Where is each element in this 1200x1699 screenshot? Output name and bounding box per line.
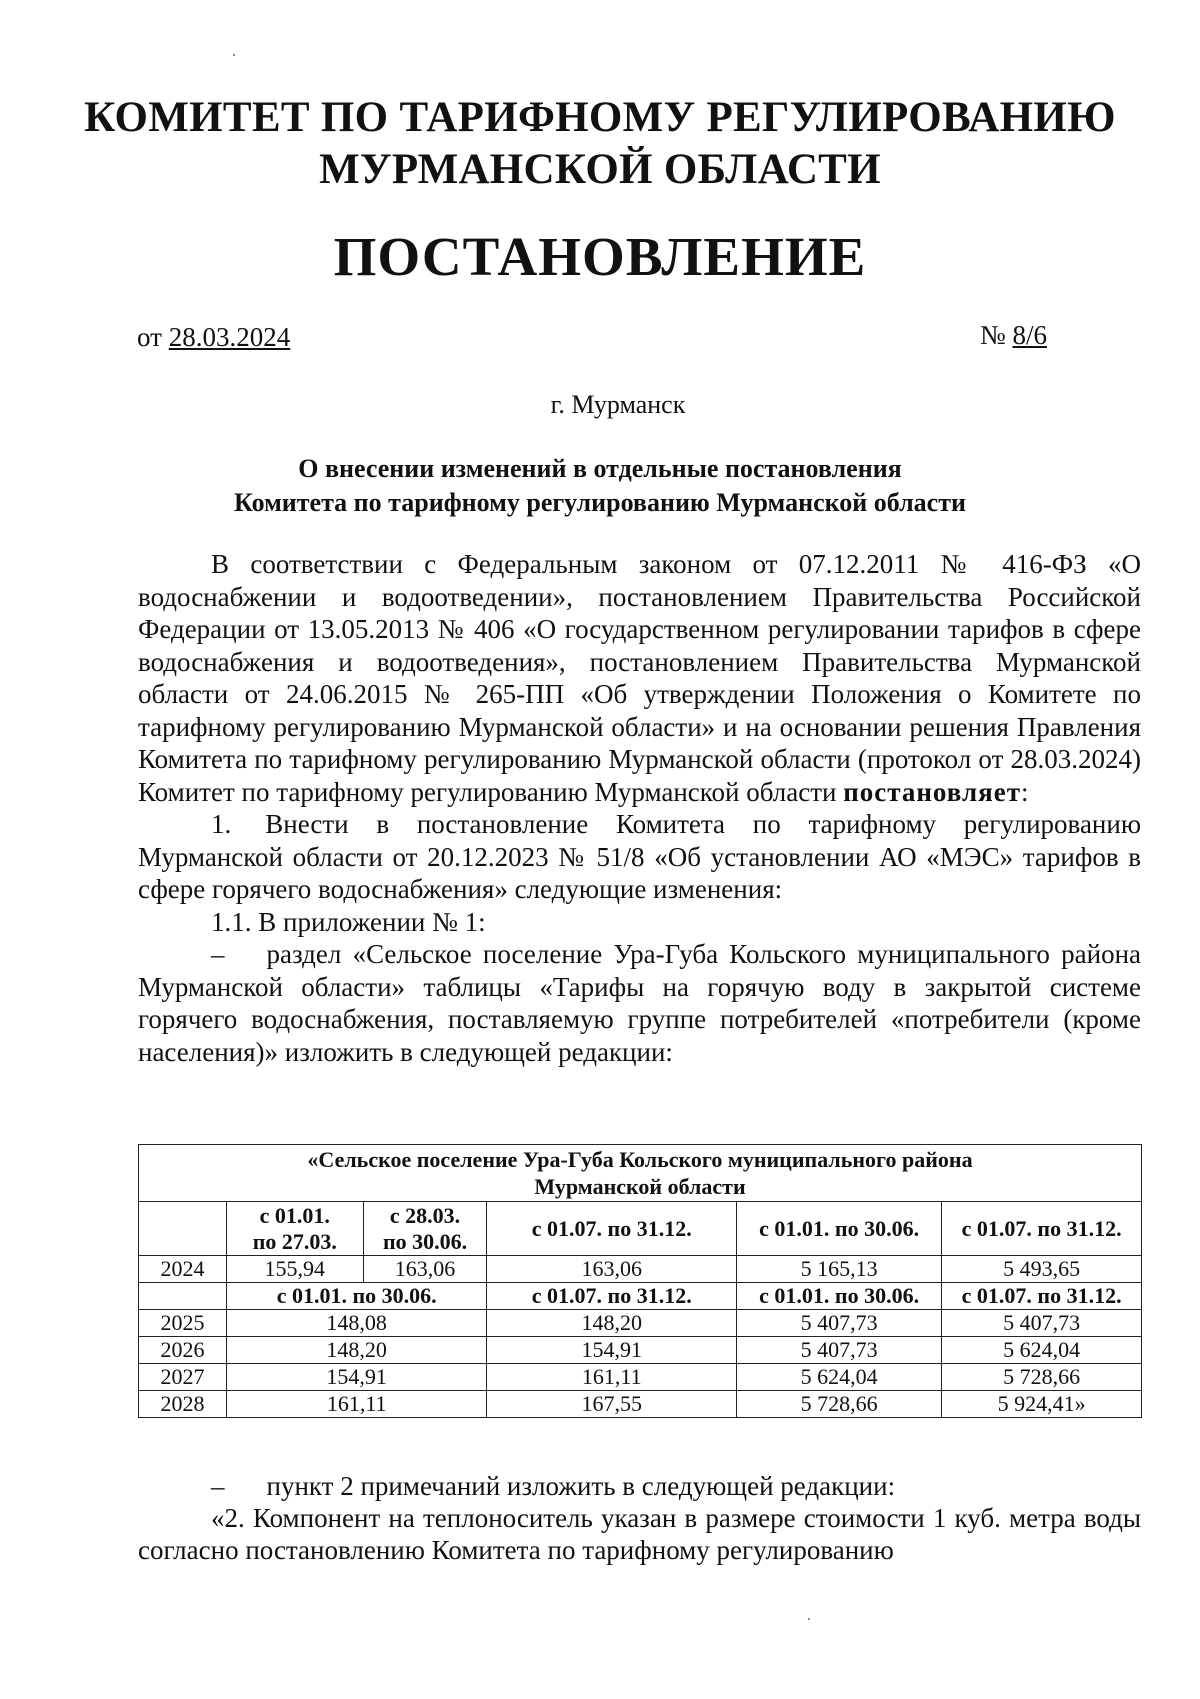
year-cell: 2025 xyxy=(139,1310,227,1337)
date-value: 28.03.2024 xyxy=(168,322,291,352)
table-row xyxy=(139,1256,1142,1283)
header-cell: с 01.07. по 31.12. xyxy=(487,1283,737,1310)
value-cell: 154,91 xyxy=(226,1364,487,1391)
item-1-text: Внести в постановление Комитета по тарифному регулированию Мурманской области от 20.12.2023 № 51/8 «Об установлении АО «МЭС» тарифов в сфере горячего водоснабжения» следующие изменения: xyxy=(138,809,1141,904)
year-cell: 2027 xyxy=(139,1364,227,1391)
header-cell-line: с 28.03. xyxy=(389,1202,461,1228)
value-cell: 148,20 xyxy=(226,1337,487,1364)
header-cell xyxy=(363,1202,487,1256)
value-cell: 163,06 xyxy=(363,1256,487,1283)
value-cell: 161,11 xyxy=(226,1391,487,1418)
table-title-line2: Мурманской области xyxy=(534,1174,746,1199)
table-row xyxy=(139,1391,1142,1418)
year-cell: 2024 xyxy=(139,1256,227,1283)
item-1-paragraph xyxy=(138,808,1141,906)
scan-speck xyxy=(233,54,235,56)
item-1-1-paragraph: 1.1. В приложении № 1: xyxy=(211,906,486,937)
header-cell: с 01.01. по 30.06. xyxy=(226,1283,487,1310)
value-cell: 5 624,04 xyxy=(737,1364,942,1391)
document-number xyxy=(980,320,1047,351)
value-cell: 155,94 xyxy=(226,1256,363,1283)
resolves-colon: : xyxy=(1020,776,1029,807)
value-cell: 5 624,04 xyxy=(942,1337,1142,1364)
value-cell: 5 407,73 xyxy=(737,1337,942,1364)
dash-item-1-text: раздел «Сельское поселение Ура-Губа Кольского муниципального района Мурманской области» таблицы «Тарифы на горячую воду в закрытой системе горячего водоснабжения, поставляемую группе потребителей «потребители (кроме населения)» изложить в следующей редакции: xyxy=(138,939,1141,1067)
value-cell: 163,06 xyxy=(487,1256,737,1283)
dash-item-1 xyxy=(138,938,1141,1068)
subject-line2: Комитета по тарифному регулированию Мурманской области xyxy=(234,488,966,517)
dash-item-2-text: пункт 2 примечаний изложить в следующей редакции: xyxy=(266,1471,896,1501)
table-header-row-2 xyxy=(139,1283,1142,1310)
value-cell: 167,55 xyxy=(487,1391,737,1418)
value-cell: 154,91 xyxy=(487,1337,737,1364)
year-cell: 2028 xyxy=(139,1391,227,1418)
tariff-table xyxy=(138,1144,1142,1418)
value-cell: 5 728,66 xyxy=(737,1391,942,1418)
organization-name-line1: КОМИТЕТ ПО ТАРИФНОМУ РЕГУЛИРОВАНИЮ xyxy=(84,94,1116,141)
date-prefix: от xyxy=(137,322,162,352)
document-type: ПОСТАНОВЛЕНИЕ xyxy=(333,226,867,287)
value-cell: 5 407,73 xyxy=(942,1310,1142,1337)
table-row xyxy=(139,1310,1142,1337)
resolves-word: постановляет xyxy=(843,776,1021,807)
value-cell: 5 493,65 xyxy=(942,1256,1142,1283)
header-cell-line: по 30.06. xyxy=(382,1228,468,1254)
value-cell: 148,20 xyxy=(487,1310,737,1337)
dash-marker-2: – xyxy=(211,1471,225,1501)
value-cell: 5 407,73 xyxy=(737,1310,942,1337)
organization-name-line2: МУРМАНСКОЙ ОБЛАСТИ xyxy=(319,146,881,193)
city: г. Мурманск xyxy=(550,390,686,419)
table-header-row-1 xyxy=(139,1202,1142,1256)
header-cell: с 01.07. по 31.12. xyxy=(487,1202,737,1256)
document-subject xyxy=(0,452,1200,520)
header-cell xyxy=(226,1202,363,1256)
scan-speck xyxy=(808,1618,810,1620)
value-cell: 148,08 xyxy=(226,1310,487,1337)
item-1-number: 1. xyxy=(211,809,232,839)
document-date xyxy=(137,322,290,353)
organization-name xyxy=(0,92,1200,196)
value-cell: 5 728,66 xyxy=(942,1364,1142,1391)
header-year-cell xyxy=(139,1202,227,1256)
header-year-cell xyxy=(139,1283,227,1310)
header-cell: с 01.07. по 31.12. xyxy=(942,1202,1142,1256)
dash-item-2 xyxy=(138,1470,1141,1502)
subject-line1: О внесении изменений в отдельные постановления xyxy=(298,454,902,483)
dash-marker-1: – xyxy=(211,939,225,969)
number-prefix: № xyxy=(979,320,1006,350)
table-title xyxy=(139,1145,1142,1202)
preamble-text: В соответствии с Федеральным законом от 07.12.2011 № 416-ФЗ «О водоснабжении и водоотведении», постановлением Правительства Российской Федерации от 13.05.2013 № 406 «О государственном регулировании тарифов в сфере водоснабжения и водоотведения», постановлением Правительства Мурманской области от 24.06.2015 № 265-ПП «Об утверждении Положения о Комитете по тарифному регулированию Мурманской области» и на основании решения Правления Комитета по тарифному регулированию Мурманской области (протокол от 28.03.2024) Комитет по тарифному регулированию Мурманской области xyxy=(138,549,1141,807)
year-cell: 2026 xyxy=(139,1337,227,1364)
table-title-line1: «Сельское поселение Ура-Губа Кольского муниципального района xyxy=(307,1147,973,1172)
table-row xyxy=(139,1337,1142,1364)
header-cell-line: по 27.03. xyxy=(252,1228,337,1254)
preamble-paragraph xyxy=(138,548,1141,808)
document-body xyxy=(138,548,1141,1068)
after-table-text xyxy=(138,1470,1141,1566)
note-2-paragraph: «2. Компонент на теплоноситель указан в размере стоимости 1 куб. метра воды согласно постановлению Комитета по тарифному регулированию xyxy=(138,1503,1141,1565)
header-cell: с 01.07. по 31.12. xyxy=(942,1283,1142,1310)
header-cell: с 01.01. по 30.06. xyxy=(737,1283,942,1310)
value-cell: 161,11 xyxy=(487,1364,737,1391)
header-cell-line: с 01.01. xyxy=(259,1202,330,1228)
value-cell: 5 165,13 xyxy=(737,1256,942,1283)
value-cell: 5 924,41» xyxy=(942,1391,1142,1418)
table-title-row xyxy=(139,1145,1142,1202)
number-value: 8/6 xyxy=(1012,320,1047,350)
header-cell: с 01.01. по 30.06. xyxy=(737,1202,942,1256)
table-row xyxy=(139,1364,1142,1391)
